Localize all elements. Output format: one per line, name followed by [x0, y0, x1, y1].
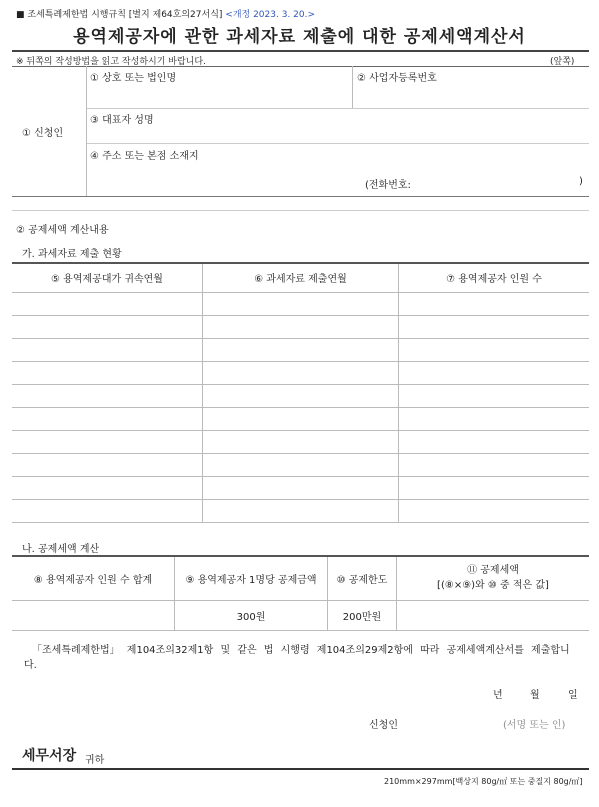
divider: [12, 50, 589, 52]
col-provider-count: ⑦ 용역제공자 인원 수: [399, 263, 590, 292]
table-row: [12, 430, 589, 453]
address-label: ④ 주소 또는 본점 소재지: [90, 151, 199, 162]
divider: [12, 196, 589, 197]
deduction-limit-value: 200만원: [328, 600, 397, 630]
divider: [12, 66, 589, 67]
phone-label: (전화번호:: [365, 180, 411, 191]
section-calculation-title: ② 공제세액 계산내용: [16, 225, 109, 236]
table-header-row: [12, 263, 589, 292]
rule-reference: 조세특례제한법 시행규칙 [별지 제64호의27서식]: [27, 10, 223, 20]
divider: [12, 210, 589, 211]
notice: ※ 뒤쪽의 작성방법을 읽고 작성하시기 바랍니다.: [16, 57, 206, 67]
col-submission-month: ⑥ 과세자료 제출연월: [203, 263, 399, 292]
calculation-table: [12, 555, 589, 631]
table-row: [12, 292, 589, 315]
table-row: [12, 315, 589, 338]
submission-table: [12, 262, 589, 523]
phone-close: ): [579, 176, 583, 187]
signer-label: 신청인: [369, 720, 398, 731]
company-name-label: ① 상호 또는 법인명: [90, 73, 177, 84]
date-year: 년: [493, 690, 503, 701]
revision-date: <개정 2023. 3. 20.>: [225, 10, 315, 20]
form-reference: [16, 7, 315, 20]
col-deduction-amount: ⑪ 공제세액 [(⑧×⑨)와 ⑩ 중 적은 값]: [397, 556, 590, 600]
part-a-title: 가. 과세자료 제출 현황: [22, 249, 122, 260]
deduction-amount-value[interactable]: [397, 600, 590, 630]
addressee-office: 세무서장: [22, 748, 77, 764]
calc-value-row: [12, 600, 589, 630]
page-side: (앞쪽): [550, 57, 575, 67]
table-row: [12, 499, 589, 522]
calc-header-row: [12, 556, 589, 600]
page-title: 용역제공자에 관한 과세자료 제출에 대한 공제세액계산서: [73, 27, 526, 47]
applicant-section-label: ① 신청인: [22, 128, 64, 139]
total-providers-value[interactable]: [12, 600, 175, 630]
col-per-person-amount: ⑨ 용역제공자 1명당 공제금액: [175, 556, 328, 600]
table-row: [12, 407, 589, 430]
col-deduction-limit: ⑩ 공제한도: [328, 556, 397, 600]
col-attribution-month: ⑤ 용역제공대가 귀속연월: [12, 263, 203, 292]
table-row: [12, 338, 589, 361]
part-b-title: 나. 공제세액 계산: [22, 544, 100, 555]
addressee-suffix: 귀하: [85, 755, 105, 766]
representative-label: ③ 대표자 성명: [90, 115, 154, 126]
business-number-label: ② 사업자등록번호: [357, 73, 437, 84]
table-row: [12, 476, 589, 499]
paper-spec: 210mm×297mm[백상지 80g/㎡ 또는 중질지 80g/㎡]: [384, 777, 583, 786]
square-icon: ■: [16, 10, 25, 20]
signature-hint: (서명 또는 인): [503, 720, 566, 731]
table-row: [12, 453, 589, 476]
table-row: [12, 384, 589, 407]
divider: [12, 768, 589, 770]
table-row: [12, 361, 589, 384]
date-month: 월: [530, 690, 540, 701]
col-total-providers: ⑧ 용역제공자 인원 수 합계: [12, 556, 175, 600]
date-day: 일: [568, 690, 578, 701]
statement-text: 「조세특례제한법」 제104조의32제1항 및 같은 법 시행령 제104조의29제2항에 따라 공제세액계산서를 제출합니다.: [24, 645, 570, 671]
per-person-amount-value: 300원: [175, 600, 328, 630]
